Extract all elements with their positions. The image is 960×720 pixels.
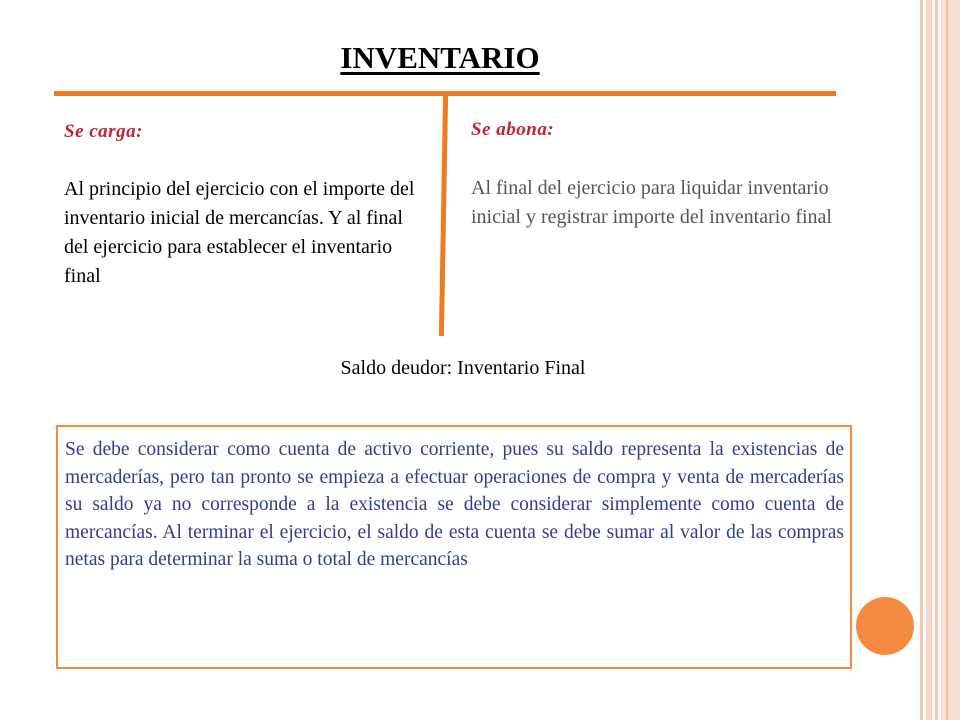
note-text: Se debe considerar como cuenta de activo corriente, pues su saldo representa la existencias de mercaderías, pero tan pronto se empieza a efectuar operaciones de compra y venta de mercaderías su saldo ya no corresponde a la existencia se debe considerar simplemente como cuenta de mercancías. Al terminar el ejercicio, el saldo de esta cuenta se debe sumar al valor de las compras netas para determinar la suma o total de mercancías	[65, 439, 844, 570]
t-account-vertical-line	[439, 96, 448, 336]
debit-heading: Se carga:	[64, 121, 143, 142]
decorative-circle	[856, 597, 914, 655]
decorative-stripe	[941, 0, 960, 720]
decorative-stripe	[935, 0, 938, 720]
decorative-stripe	[946, 0, 948, 720]
decorative-stripe	[926, 0, 932, 720]
balance-line: Saldo deudor: Inventario Final	[340, 357, 586, 379]
debit-text: Al principio del ejercicio con el importe del inventario inicial de mercancías. Y al final del ejercicio para establecer el inventario final	[64, 178, 415, 287]
note-box	[56, 425, 852, 669]
credit-heading: Se abona:	[471, 119, 555, 140]
slide-title: INVENTARIO	[340, 40, 540, 75]
credit-text: Al final del ejercicio para liquidar inventario inicial y registrar importe del inventario final	[471, 177, 832, 228]
